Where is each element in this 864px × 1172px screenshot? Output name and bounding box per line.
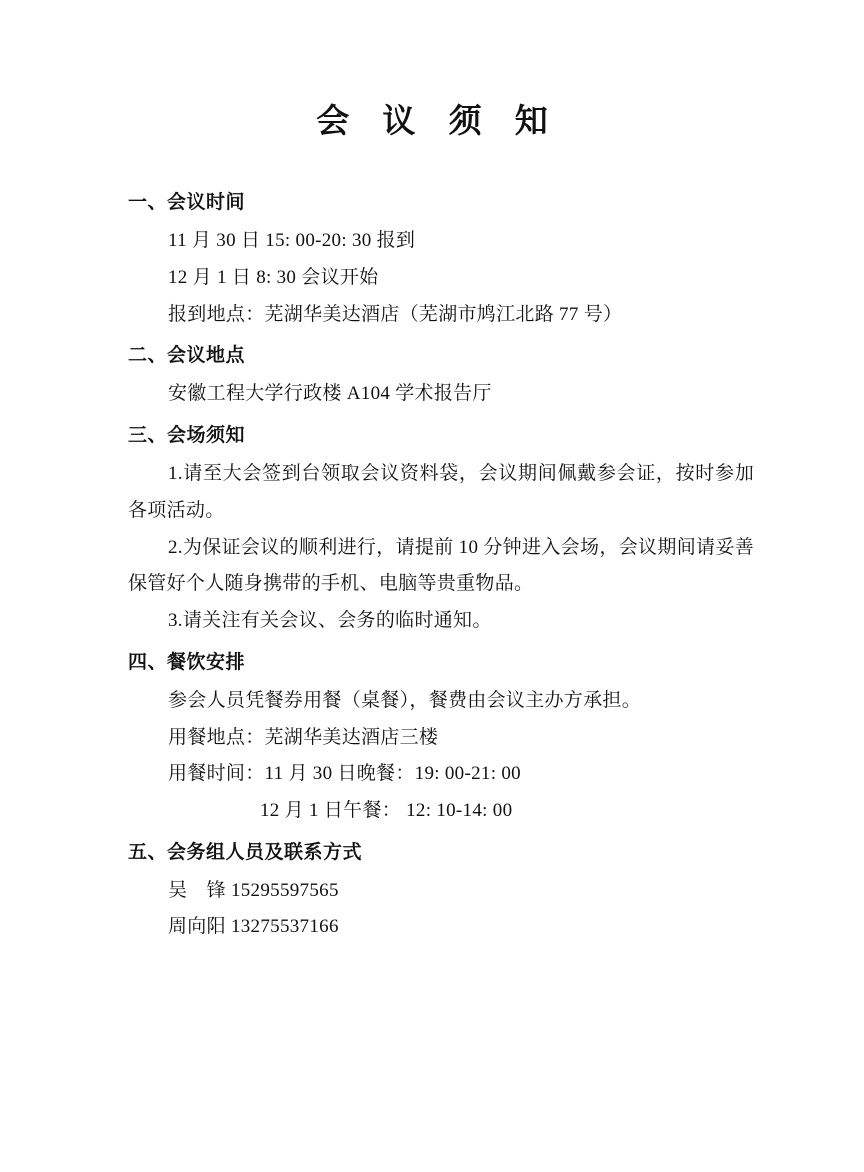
section-line: 参会人员凭餐券用餐（桌餐），餐费由会议主办方承担。 [168,689,642,711]
section-heading: 二、会议地点 [128,345,246,367]
section-catering [110,646,754,830]
section-line: 用餐地点：芜湖华美达酒店三楼 [168,726,439,748]
section-line: 用餐时间：11 月 30 日晚餐：19: 00-21: 00 [168,763,521,785]
section-heading: 四、餐饮安排 [128,651,246,673]
section-venue-notes [110,419,754,640]
page-title: 会 议 须 知 [316,102,560,139]
section-line: 吴 锋 15295597565 [168,879,339,901]
section-paragraph: 2.为保证会议的顺利进行，请提前 10 分钟进入会场，会议期间请妥善保管好个人随身携带的手机、电脑等贵重物品。 [128,536,754,595]
section-paragraph: 1.请至大会签到台领取会议资料袋，会议期间佩戴参会证，按时参加各项活动。 [128,463,754,522]
section-line: 12 月 1 日 8: 30 会议开始 [168,266,379,288]
document-body [110,186,754,946]
section-line: 12 月 1 日午餐： 12: 10-14: 00 [260,799,513,821]
section-line: 11 月 30 日 15: 00-20: 30 报到 [168,230,416,252]
section-meeting-time [110,186,754,333]
section-line: 安徽工程大学行政楼 A104 学术报告厅 [168,383,492,405]
section-line: 报到地点：芜湖华美达酒店（芜湖市鸠江北路 77 号） [168,303,623,325]
section-heading: 一、会议时间 [128,192,246,213]
section-meeting-venue [110,339,754,413]
section-heading: 三、会场须知 [128,425,246,447]
section-line: 周向阳 13275537166 [168,916,339,938]
section-paragraph: 3.请关注有关会议、会务的临时通知。 [168,610,492,631]
section-contacts [110,836,754,947]
section-heading: 五、会务组人员及联系方式 [128,841,363,863]
